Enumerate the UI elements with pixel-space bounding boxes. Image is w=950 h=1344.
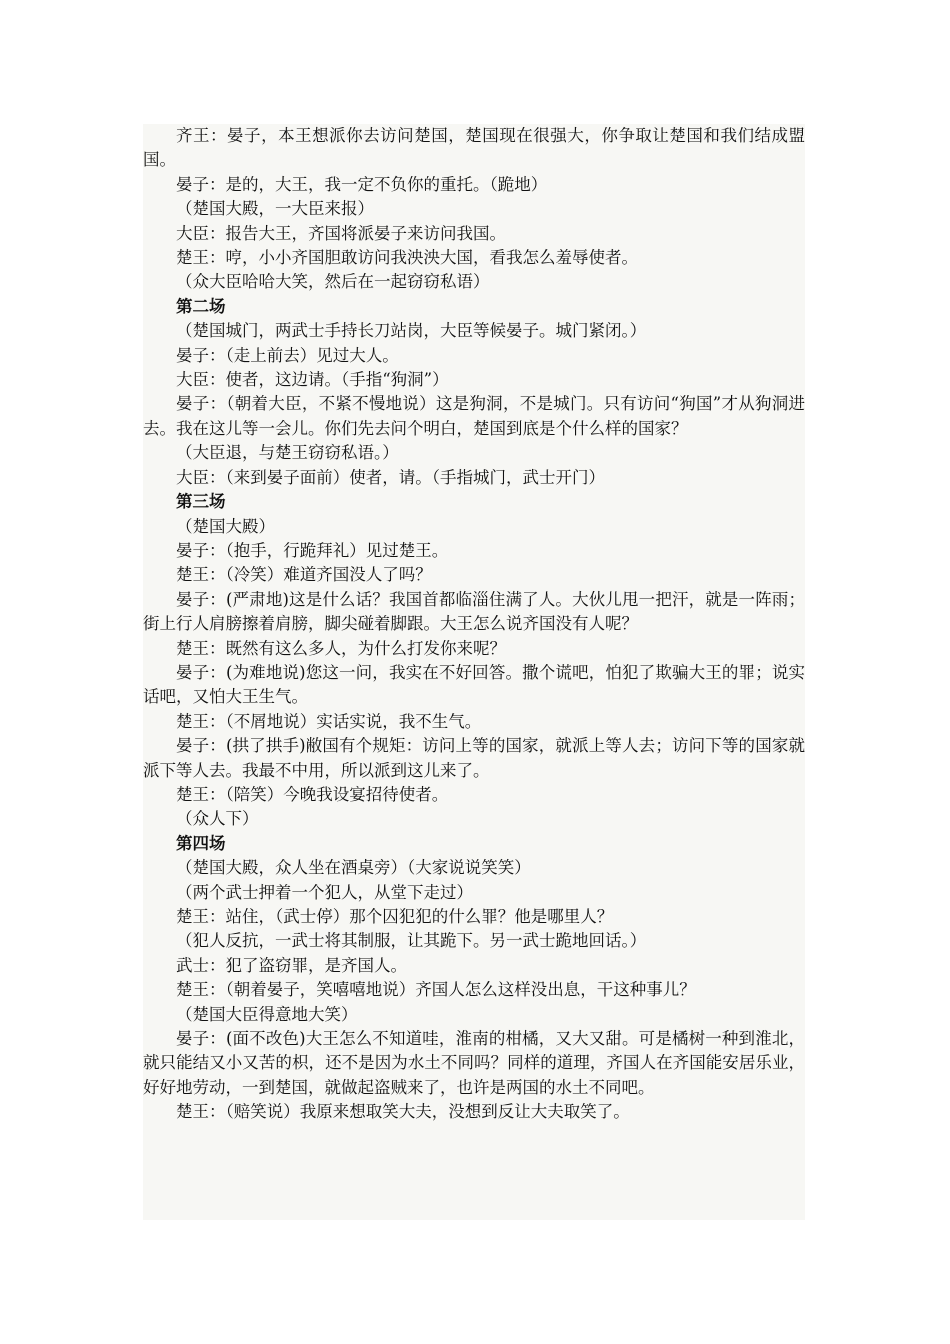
script-line: 大臣：使者，这边请。（手指“狗洞”） [176, 370, 449, 390]
script-line: 晏子：(面不改色)大王怎么不知道哇，淮南的柑橘，又大又甜。可是橘树一种到淮北，就只能结又小又苦的枳，还不是因为水土不同吗？同样的道理，齐国人在齐国能安居乐业，好好地劳动，一到楚国，就做起盗贼来了，也许是两国的水土不同吧。 [143, 1029, 805, 1097]
script-line: （楚国大臣得意地大笑） [176, 1004, 358, 1024]
script-line: （犯人反抗，一武士将其制服，让其跪下。另一武士跪地回话。） [176, 931, 647, 951]
script-line: 大臣：（来到晏子面前）使者，请。（手指城门，武士开门） [176, 467, 605, 487]
script-line: 楚王：哼，小小齐国胆敢访问我泱泱大国，看我怎么羞辱使者。 [176, 248, 638, 268]
script-line: 晏子：（走上前去）见过大人。 [176, 345, 399, 365]
script-line: 齐王：晏子，本王想派你去访问楚国，楚国现在很强大，你争取让楚国和我们结成盟国。 [143, 126, 805, 170]
script-line: 楚王：（陪笑）今晚我设宴招待使者。 [176, 784, 449, 804]
script-line: （楚国大殿，一大臣来报） [176, 199, 374, 219]
scene-heading: 第四场 [176, 833, 226, 853]
script-line: 武士：犯了盗窃罪，是齐国人。 [176, 955, 407, 975]
script-line: 晏子：是的，大王，我一定不负你的重托。（跪地） [176, 174, 548, 194]
script-line: 楚王：站住，（武士停）那个囚犯犯的什么罪？他是哪里人？ [176, 907, 614, 926]
script-line: 楚王：既然有这么多人，为什么打发你来呢？ [176, 638, 506, 658]
script-line: （众人下） [176, 809, 259, 829]
scene-heading: 第二场 [176, 296, 226, 316]
scene-heading: 第三场 [176, 492, 226, 512]
script-line: 晏子：(为难地说)您这一问，我实在不好回答。撒个谎吧，怕犯了欺骗大王的罪；说实话吧，又怕大王生气。 [143, 662, 805, 707]
script-line: （众大臣哈哈大笑，然后在一起窃窃私语） [176, 272, 490, 292]
script-line: 楚王：（朝着晏子，笑嘻嘻地说）齐国人怎么这样没出息，干这种事儿？ [176, 980, 696, 1000]
script-text [143, 124, 805, 1125]
script-line: 楚王：（冷笑）难道齐国没人了吗？ [176, 565, 432, 585]
script-line: （两个武士押着一个犯人，从堂下走过） [176, 882, 473, 902]
script-line: （大臣退，与楚王窃窃私语。） [176, 443, 399, 463]
script-line: 晏子：(拱了拱手)敝国有个规矩：访问上等的国家，就派上等人去；访问下等的国家就派下等人去。我最不中用，所以派到这儿来了。 [143, 736, 805, 780]
script-line: 晏子：（朝着大臣，不紧不慢地说）这是狗洞，不是城门。只有访问“狗国”才从狗洞进去。我在这儿等一会儿。你们先去问个明白，楚国到底是个什么样的国家？ [143, 394, 805, 438]
script-line: （楚国大殿） [176, 516, 275, 536]
script-line: 楚王：（赔笑说）我原来想取笑大夫，没想到反让大夫取笑了。 [176, 1102, 630, 1122]
script-line: 楚王：（不屑地说）实话实说，我不生气。 [176, 711, 482, 731]
document-page [143, 124, 805, 1220]
script-line: （楚国城门，两武士手持长刀站岗，大臣等候晏子。城门紧闭。） [176, 321, 647, 341]
script-line: 晏子：(严肃地)这是什么话？我国首都临淄住满了人。大伙儿甩一把汗，就是一阵雨；街上行人肩膀擦着肩膀，脚尖碰着脚跟。大王怎么说齐国没有人呢？ [143, 589, 805, 634]
script-line: 大臣：报告大王，齐国将派晏子来访问我国。 [176, 223, 506, 243]
script-line: 晏子：（抱手，行跪拜礼）见过楚王。 [176, 540, 449, 560]
script-line: （楚国大殿，众人坐在酒桌旁）（大家说说笑笑） [176, 858, 531, 878]
